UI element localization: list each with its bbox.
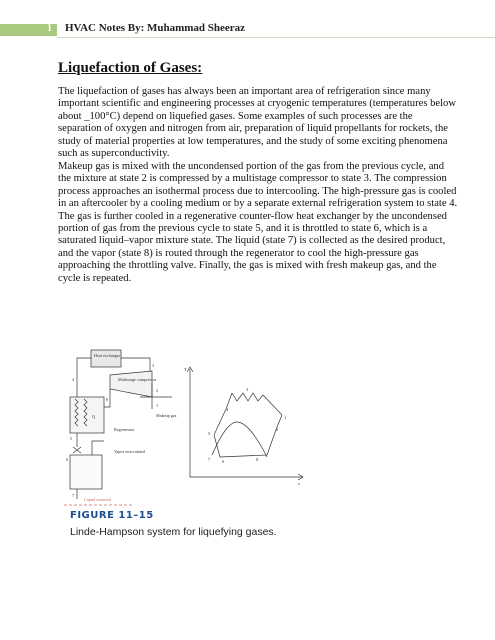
ts-diagram	[187, 367, 303, 480]
compressor-shape	[110, 371, 152, 397]
state-4-label: 4	[72, 377, 75, 382]
ts-state-8: 8	[256, 457, 259, 462]
state-5-label: 5	[70, 436, 73, 441]
label-q: Q	[92, 414, 96, 419]
state-1-label: 1	[156, 403, 159, 408]
compression-steps	[232, 393, 263, 401]
page-number: 1	[47, 23, 52, 34]
section-heading: Liquefaction of Gases:	[58, 60, 203, 76]
saturation-dome	[212, 422, 267, 457]
process-loop	[214, 415, 282, 457]
ts-labels	[184, 367, 300, 486]
state-8-label: 8	[106, 397, 109, 402]
header-rule	[57, 37, 495, 38]
header-title: HVAC Notes By: Muhammad Sheeraz	[65, 22, 246, 34]
paragraph-intro: The liquefaction of gases has always been an important area of refrigeration since many important scientific and engineering processes at cryogenic temperatures (temperatures below about _100°C) depend on liquefied gases. Some examples of such processes are the separation of oxygen and nitrogen from air, preparation of liquid propellants for rockets, the study of material properties at low temperatures, and the study of some exciting phenomena such as superconductivity.	[58, 86, 456, 160]
label-vapor-recirculated: Vapor recirculated	[114, 449, 145, 454]
ts-axes	[190, 369, 302, 477]
throttle-valve	[73, 447, 81, 453]
ts-state-1: 1	[284, 415, 287, 420]
paragraph-process: Makeup gas is mixed with the uncondensed portion of the gas from the previous cycle, and the mixture at state 2 is compressed by a multistage compressor to state 3. The compression process approaches an isothermal process due to intercooling. The high-pressure gas is cooled in an aftercooler by a cooling medium or by a separate external refrigeration system to state 4. The gas is further cooled in a regenerative counter-flow heat exchanger by the uncondensed portion of gas from the previous cycle to state 5, and it is throttled to state 6, which is a saturated liquid–vapor mixture state. The liquid (state 7) is collected as the desired product, and the vapor (state 8) is routed through the regenerator to cool the high-pressure gas approaching the throttling valve. Finally, the gas is mixed with fresh makeup gas, and the cycle is repeated.	[58, 160, 458, 284]
figure-caption: Linde-Hampson system for liquefying gases.	[70, 526, 277, 538]
state-2-label: 2	[156, 388, 159, 393]
ts-state-4: 4	[226, 407, 229, 412]
pipe-vapor	[92, 441, 104, 455]
process-2-3	[263, 395, 282, 415]
process-3-4-5	[214, 393, 232, 435]
ts-state-6: 6	[222, 459, 225, 464]
body-text	[58, 86, 458, 285]
separator-tank	[70, 455, 102, 489]
label-regenerator: Regenerator	[114, 427, 135, 432]
figure-label: FIGURE 11–15	[70, 510, 154, 521]
ts-state-5: 5	[208, 431, 211, 436]
label-liquid-removed: Liquid removed	[84, 497, 111, 502]
state-6-label: 6	[66, 457, 69, 462]
ts-state-7: 7	[208, 457, 211, 462]
pipe-4-left	[77, 358, 91, 401]
label-heat-exchanger: Heat exchanger	[94, 353, 121, 358]
page-header	[0, 22, 495, 38]
ts-state-2: 2	[276, 427, 279, 432]
t-axis-label: T	[184, 367, 187, 372]
state-7-label: 7	[72, 493, 75, 498]
label-compressor: Multistage compressor	[118, 377, 157, 382]
ts-axis-arrows	[187, 367, 303, 480]
label-makeup-gas: Makeup gas	[156, 413, 177, 418]
linde-hampson-figure	[62, 337, 328, 513]
ts-state-3: 3	[246, 387, 249, 392]
state-3-label: 3	[152, 363, 155, 368]
s-axis-label: s	[298, 481, 300, 486]
